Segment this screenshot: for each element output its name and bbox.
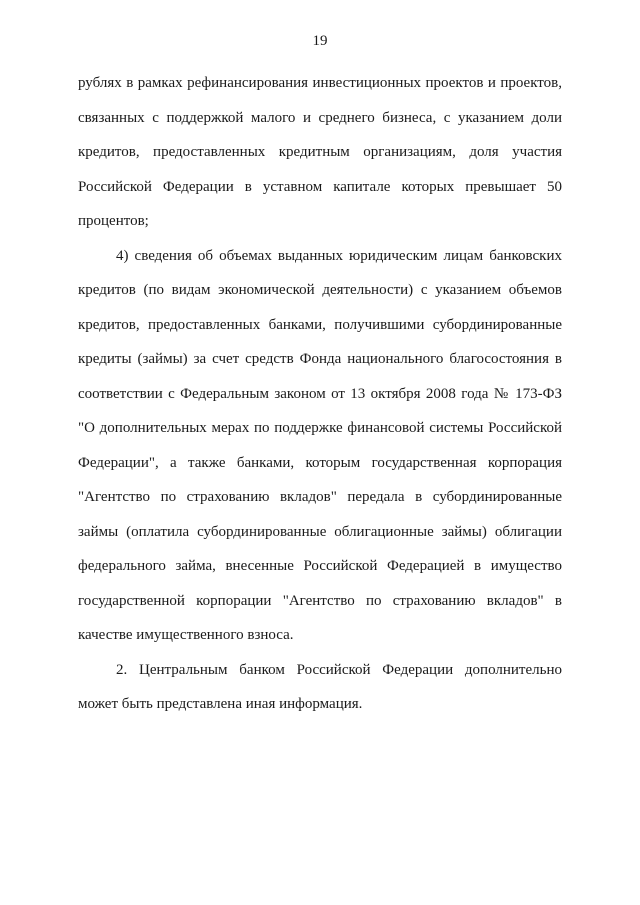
text-line: соответствии с Федеральным законом от 13 октября 2008 года № 173-ФЗ [78, 385, 562, 402]
text-line: рублях в рамках рефинансирования инвестиционных проектов и проектов, [78, 75, 562, 91]
text-line: кредитов (по видам экономической деятельности) с указанием объемов [78, 282, 562, 298]
text-line: кредиты (займы) за счет средств Фонда национального благосостояния в [78, 351, 562, 367]
text-line: 4) сведения об объемах выданных юридическим лицам банковских [116, 247, 562, 264]
paragraph-item-4 [78, 239, 562, 653]
text-line: "О дополнительных мерах по поддержке финансовой системы Российской [78, 420, 562, 436]
text-line: кредитов, предоставленных кредитным организациям, доля участия [78, 144, 562, 160]
paragraph-continuation [78, 66, 562, 239]
text-line: кредитов, предоставленных банками, получившими субординированные [78, 316, 562, 333]
text-line: Российской Федерации в уставном капитале которых превышает 50 [78, 178, 562, 195]
text-line: займы (оплатила субординированные облигационные займы) облигации [78, 523, 562, 540]
page-number: 19 [312, 33, 328, 49]
text-line: 2. Центральным банком Российской Федерации дополнительно [116, 661, 562, 678]
text-line: процентов; [78, 213, 149, 229]
text-line: может быть представлена иная информация. [78, 696, 363, 712]
paragraph-point-2 [78, 653, 562, 722]
text-line: качестве имущественного взноса. [78, 627, 294, 643]
text-line: "Агентство по страхованию вкладов" передала в субординированные [78, 489, 562, 505]
text-line: федерального займа, внесенные Российской Федерацией в имущество [78, 558, 562, 574]
text-line: государственной корпорации "Агентство по страхованию вкладов" в [78, 592, 562, 609]
text-line: связанных с поддержкой малого и среднего бизнеса, с указанием доли [78, 109, 562, 126]
body-text [78, 66, 562, 722]
text-line: Федерации", а также банками, которым государственная корпорация [78, 454, 562, 471]
